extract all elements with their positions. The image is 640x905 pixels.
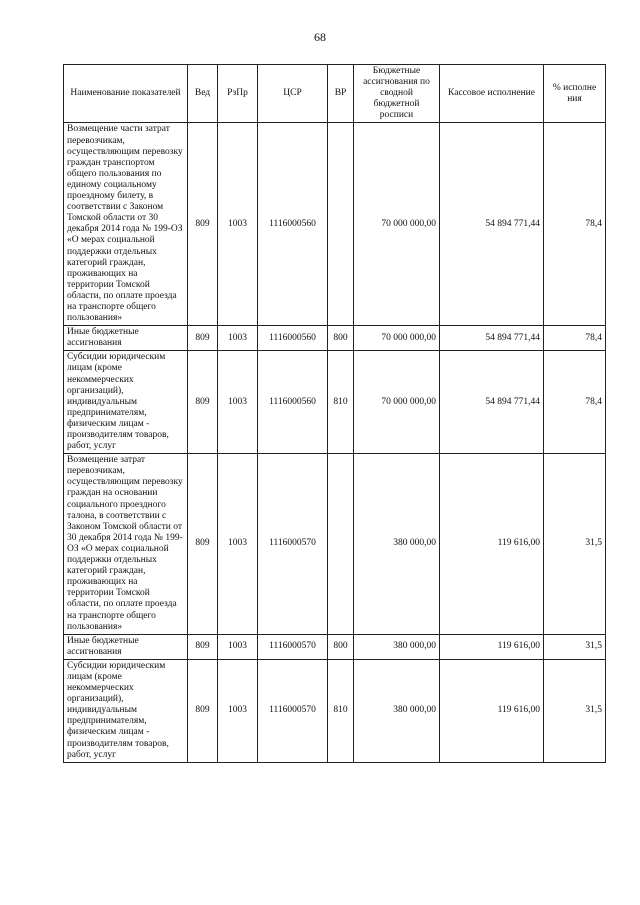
budget-table — [63, 64, 606, 763]
table-row — [64, 326, 606, 351]
cell-percent: 78,4 — [544, 326, 606, 351]
cell-ved: 809 — [188, 123, 218, 326]
cell-vr: 800 — [328, 326, 354, 351]
cell-csr: 1116000560 — [258, 326, 328, 351]
cell-executed: 119 616,00 — [440, 659, 544, 762]
table-row — [64, 123, 606, 326]
cell-vr: 810 — [328, 351, 354, 454]
cell-rzpr: 1003 — [218, 351, 258, 454]
cell-ved: 809 — [188, 454, 218, 635]
table-row — [64, 659, 606, 762]
cell-assigned: 380 000,00 — [354, 454, 440, 635]
cell-assigned: 70 000 000,00 — [354, 351, 440, 454]
cell-executed: 54 894 771,44 — [440, 351, 544, 454]
cell-vr — [328, 123, 354, 326]
cell-executed: 54 894 771,44 — [440, 326, 544, 351]
cell-csr: 1116000560 — [258, 351, 328, 454]
cell-ved: 809 — [188, 326, 218, 351]
cell-executed: 119 616,00 — [440, 454, 544, 635]
cell-vr — [328, 454, 354, 635]
cell-csr: 1116000560 — [258, 123, 328, 326]
table-header-row — [64, 65, 606, 123]
header-vr: ВР — [328, 65, 354, 123]
header-rzpr: РзПр — [218, 65, 258, 123]
cell-percent: 78,4 — [544, 351, 606, 454]
cell-rzpr: 1003 — [218, 659, 258, 762]
header-executed: Кассовое исполнение — [440, 65, 544, 123]
cell-name: Субсидии юридическим лицам (кроме некоммерческих организаций), индивидуальным предпринимателям, физическим лицам - производителям товаров, работ, услуг — [64, 351, 188, 454]
header-csr: ЦСР — [258, 65, 328, 123]
cell-assigned: 70 000 000,00 — [354, 326, 440, 351]
cell-percent: 31,5 — [544, 454, 606, 635]
cell-name: Возмещение части затрат перевозчикам, осуществляющим перевозку граждан транспортом общего пользования по единому социальному проездному билету, в соответствии с Законом Томской области от 30 декабря 2014 года № 199-ОЗ «О мерах социальной поддержки отдельных категорий граждан, проживающих на территории Томской области, по оплате проезда на транспорте общего пользования» — [64, 123, 188, 326]
cell-percent: 31,5 — [544, 659, 606, 762]
header-assigned: Бюджетные ассигнования по сводной бюджетной росписи — [354, 65, 440, 123]
cell-executed: 54 894 771,44 — [440, 123, 544, 326]
cell-percent: 31,5 — [544, 634, 606, 659]
cell-ved: 809 — [188, 659, 218, 762]
cell-percent: 78,4 — [544, 123, 606, 326]
cell-name: Субсидии юридическим лицам (кроме некоммерческих организаций), индивидуальным предпринимателям, физическим лицам - производителям товаров, работ, услуг — [64, 659, 188, 762]
table-row — [64, 454, 606, 635]
header-name: Наименование показателей — [64, 65, 188, 123]
cell-csr: 1116000570 — [258, 659, 328, 762]
cell-vr: 800 — [328, 634, 354, 659]
table-row — [64, 634, 606, 659]
cell-rzpr: 1003 — [218, 454, 258, 635]
cell-csr: 1116000570 — [258, 634, 328, 659]
cell-name: Возмещение затрат перевозчикам, осуществляющим перевозку граждан на основании социального проездного талона, в соответствии с Законом Томской области от 30 декабря 2014 года № 199-ОЗ «О мерах социальной поддержки отдельных категорий граждан, проживающих на территории Томской области, по оплате проезда на транспорте общего пользования» — [64, 454, 188, 635]
page-number: 68 — [314, 30, 326, 44]
cell-ved: 809 — [188, 351, 218, 454]
cell-name: Иные бюджетные ассигнования — [64, 326, 188, 351]
cell-rzpr: 1003 — [218, 634, 258, 659]
cell-assigned: 380 000,00 — [354, 634, 440, 659]
cell-vr: 810 — [328, 659, 354, 762]
table-row — [64, 351, 606, 454]
cell-assigned: 70 000 000,00 — [354, 123, 440, 326]
cell-csr: 1116000570 — [258, 454, 328, 635]
cell-ved: 809 — [188, 634, 218, 659]
cell-executed: 119 616,00 — [440, 634, 544, 659]
header-ved: Вед — [188, 65, 218, 123]
cell-rzpr: 1003 — [218, 123, 258, 326]
cell-assigned: 380 000,00 — [354, 659, 440, 762]
header-percent: % исполне ния — [544, 65, 606, 123]
cell-rzpr: 1003 — [218, 326, 258, 351]
cell-name: Иные бюджетные ассигнования — [64, 634, 188, 659]
